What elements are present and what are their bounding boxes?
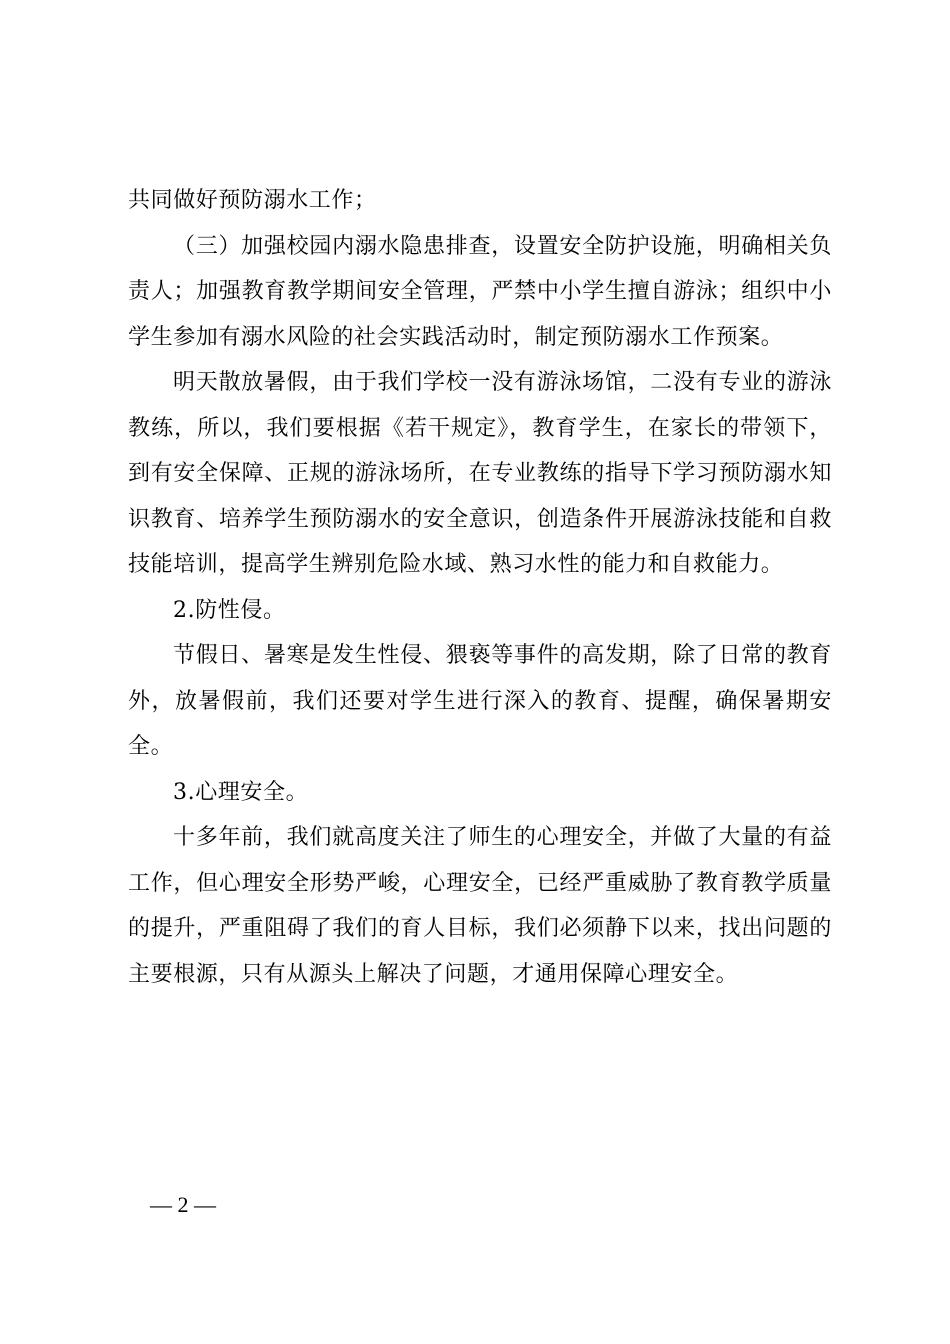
- paragraph: 明天散放暑假，由于我们学校一没有游泳场馆，二没有专业的游泳教练，所以，我们要根据《若干规定》，教育学生，在家长的带领下，到有安全保障、正规的游泳场所，在专业教练的指导下学习预防溺水知识教育、培养学生预防溺水的安全意识，创造条件开展游泳技能和自救技能培训，提高学生辨别危险水域、熟习水性的能力和自救能力。: [128, 370, 832, 577]
- paragraph: 十多年前，我们就高度关注了师生的心理安全，并做了大量的有益工作，但心理安全形势严峻，心理安全，已经严重威胁了教育教学质量的提升，严重阻碍了我们的育人目标，我们必须静下以来，找出问题的主要根源，只有从源头上解决了问题，才通用保障心理安全。: [128, 825, 832, 987]
- section-heading: 3.心理安全。: [173, 779, 309, 805]
- page-number: — 2 —: [150, 1192, 216, 1217]
- paragraph: 节假日、暑寒是发生性侵、猥亵等事件的高发期，除了日常的教育外，放暑假前，我们还要对学生进行深入的教育、提醒，确保暑期安全。: [128, 643, 832, 759]
- document-body: [128, 178, 832, 997]
- paragraph: （三）加强校园内溺水隐患排查，设置安全防护设施，明确相关负责人；加强教育教学期间安全管理，严禁中小学生擅自游泳；组织中小学生参加有溺水风险的社会实践活动时，制定预防溺水工作预案。: [128, 233, 832, 350]
- section-heading: 2.防性侵。: [173, 597, 286, 623]
- paragraph: 共同做好预防溺水工作；: [128, 188, 377, 213]
